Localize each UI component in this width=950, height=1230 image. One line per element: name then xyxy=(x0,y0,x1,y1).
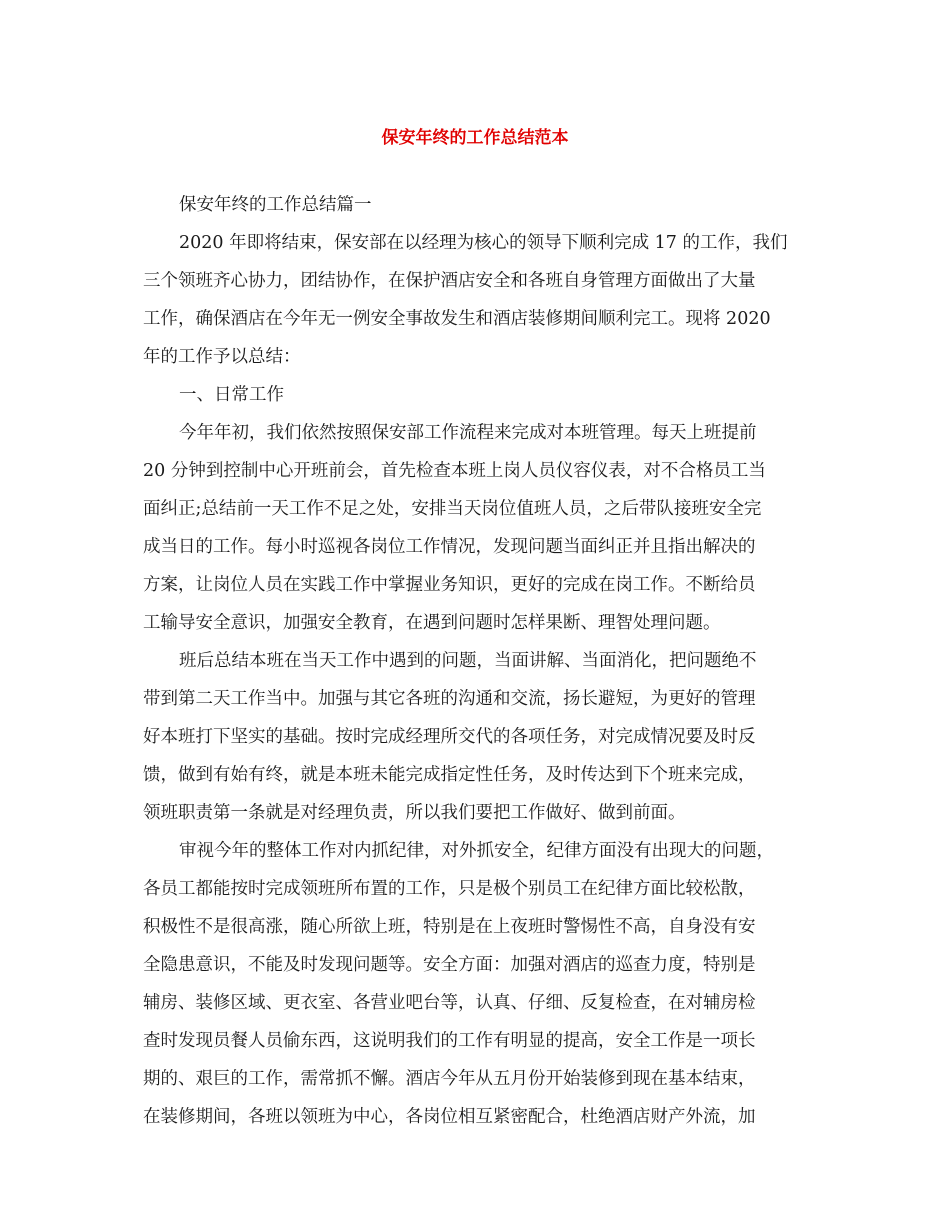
text-line: 查时发现员餐人员偷东西，这说明我们的工作有明显的提高，安全工作是一项长 xyxy=(143,1031,756,1051)
text-line: 面纠正;总结前一天工作不足之处，安排当天岗位值班人员，之后带队接班安全完 xyxy=(143,499,762,519)
text-line: 三个领班齐心协力，团结协作，在保护酒店安全和各班自身管理方面做出了大量 xyxy=(143,271,756,291)
text-line: 带到第二天工作当中。加强与其它各班的沟通和交流，扬长避短，为更好的管理 xyxy=(143,689,756,709)
text-line: 全隐患意识，不能及时发现问题等。安全方面：加强对酒店的巡查力度，特别是 xyxy=(143,955,756,975)
paragraph-2 xyxy=(143,642,808,832)
text-line: 各员工都能按时完成领班所布置的工作，只是极个别员工在纪律方面比较松散， xyxy=(143,879,756,899)
text-line: 审视今年的整体工作对内抓纪律，对外抓安全，纪律方面没有出现大的问题， xyxy=(179,841,774,861)
text-line: 工输导安全意识，加强安全教育，在遇到问题时怎样果断、理智处理问题。 xyxy=(143,613,721,633)
text-line: 期的、艰巨的工作，需常抓不懈。酒店今年从五月份开始装修到现在基本结束， xyxy=(143,1069,756,1089)
document-title: 保安年终的工作总结范本 xyxy=(381,128,569,148)
document-body xyxy=(143,186,808,1136)
text-line: 领班职责第一条就是对经理负责，所以我们要把工作做好、做到前面。 xyxy=(143,803,686,823)
intro-paragraph xyxy=(143,224,808,376)
section-heading: 一、日常工作 xyxy=(179,385,284,405)
text-line: 在装修期间，各班以领班为中心，各岗位相互紧密配合，杜绝酒店财产外流，加 xyxy=(143,1107,756,1127)
text-line: 班后总结本班在当天工作中遇到的问题，当面讲解、当面消化，把问题绝不 xyxy=(179,651,757,671)
paragraph-3 xyxy=(143,832,808,1136)
text-line: 年的工作予以总结： xyxy=(143,347,301,367)
text-line: 辅房、装修区域、更衣室、各营业吧台等，认真、仔细、反复检查，在对辅房检 xyxy=(143,993,756,1013)
text-line: 好本班打下坚实的基础。按时完成经理所交代的各项任务，对完成情况要及时反 xyxy=(143,727,756,747)
text-line: 2020 年即将结束，保安部在以经理为核心的领导下顺利完成 17 的工作，我们 xyxy=(179,233,788,253)
text-line: 积极性不是很高涨，随心所欲上班，特别是在上夜班时警惕性不高，自身没有安 xyxy=(143,917,756,937)
text-line: 成当日的工作。每小时巡视各岗位工作情况，发现问题当面纠正并且指出解决的 xyxy=(143,537,756,557)
text-line: 工作，确保酒店在今年无一例安全事故发生和酒店装修期间顺利完工。现将 2020 xyxy=(143,309,771,329)
section-subtitle: 保安年终的工作总结篇一 xyxy=(179,195,372,215)
paragraph-1 xyxy=(143,414,808,642)
text-line: 今年年初，我们依然按照保安部工作流程来完成对本班管理。每天上班提前 xyxy=(179,423,757,443)
text-line: 馈，做到有始有终，就是本班未能完成指定性任务，及时传达到下个班来完成， xyxy=(143,765,756,785)
text-line: 20 分钟到控制中心开班前会，首先检查本班上岗人员仪容仪表，对不合格员工当 xyxy=(143,461,766,481)
text-line: 方案，让岗位人员在实践工作中掌握业务知识，更好的完成在岗工作。不断给员 xyxy=(143,575,756,595)
